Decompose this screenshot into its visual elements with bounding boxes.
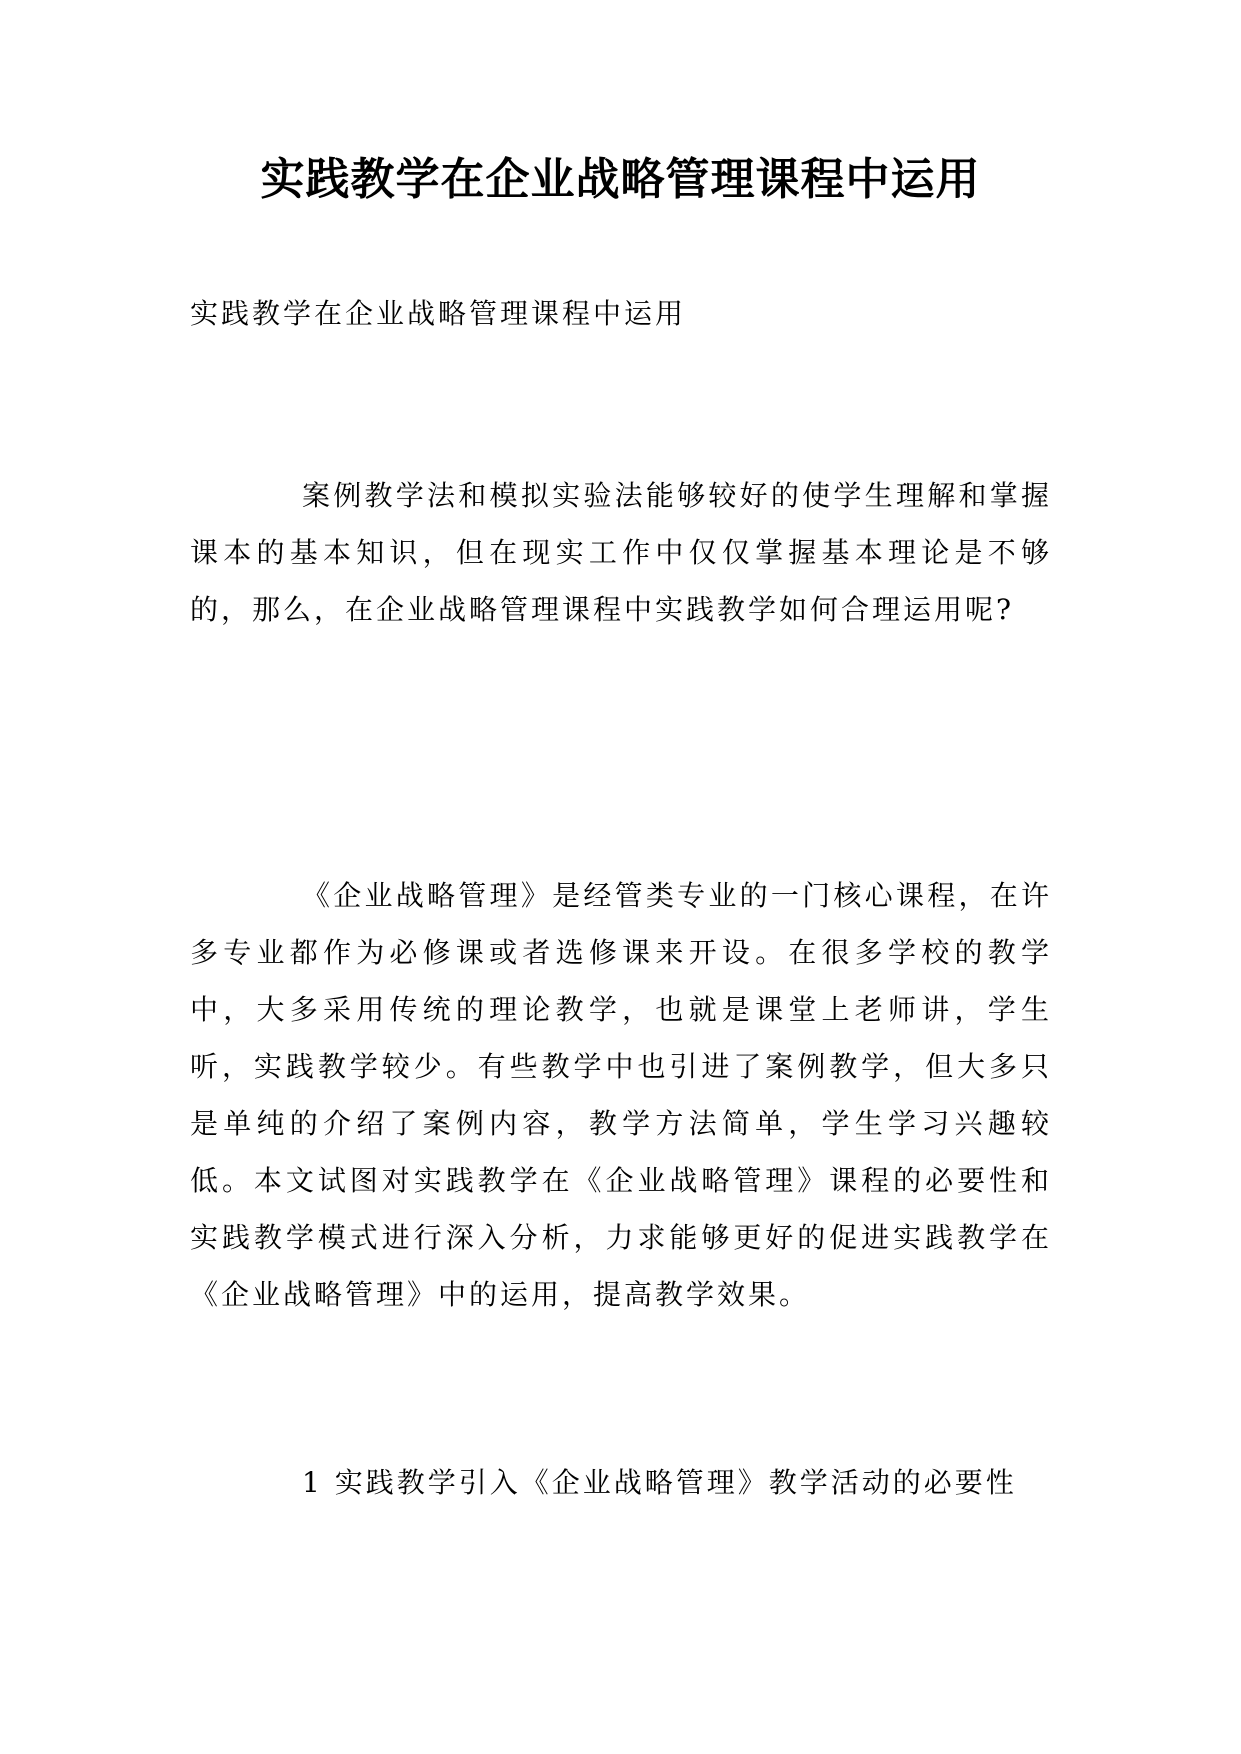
document-title: 实践教学在企业战略管理课程中运用 [260, 154, 981, 205]
section-heading-1: 1 实践教学引入《企业战略管理》教学活动的必要性 [302, 1466, 1017, 1499]
paragraph-intro: 案例教学法和模拟实验法能够较好的使学生理解和掌握课本的基本知识，但在现实工作中仅仅掌握基本理论是不够的，那么，在企业战略管理课程中实践教学如何合理运用呢? [190, 479, 1052, 626]
document-subtitle: 实践教学在企业战略管理课程中运用 [190, 297, 687, 330]
paragraph-background: 《企业战略管理》是经管类专业的一门核心课程，在许多专业都作为必修课或者选修课来开设。在很多学校的教学中，大多采用传统的理论教学，也就是课堂上老师讲，学生听，实践教学较少。有些教学中也引进了案例教学，但大多只是单纯的介绍了案例内容，教学方法简单，学生学习兴趣较低。本文试图对实践教学在《企业战略管理》课程的必要性和实践教学模式进行深入分析，力求能够更好的促进实践教学在《企业战略管理》中的运用，提高教学效果。 [190, 879, 1052, 1311]
